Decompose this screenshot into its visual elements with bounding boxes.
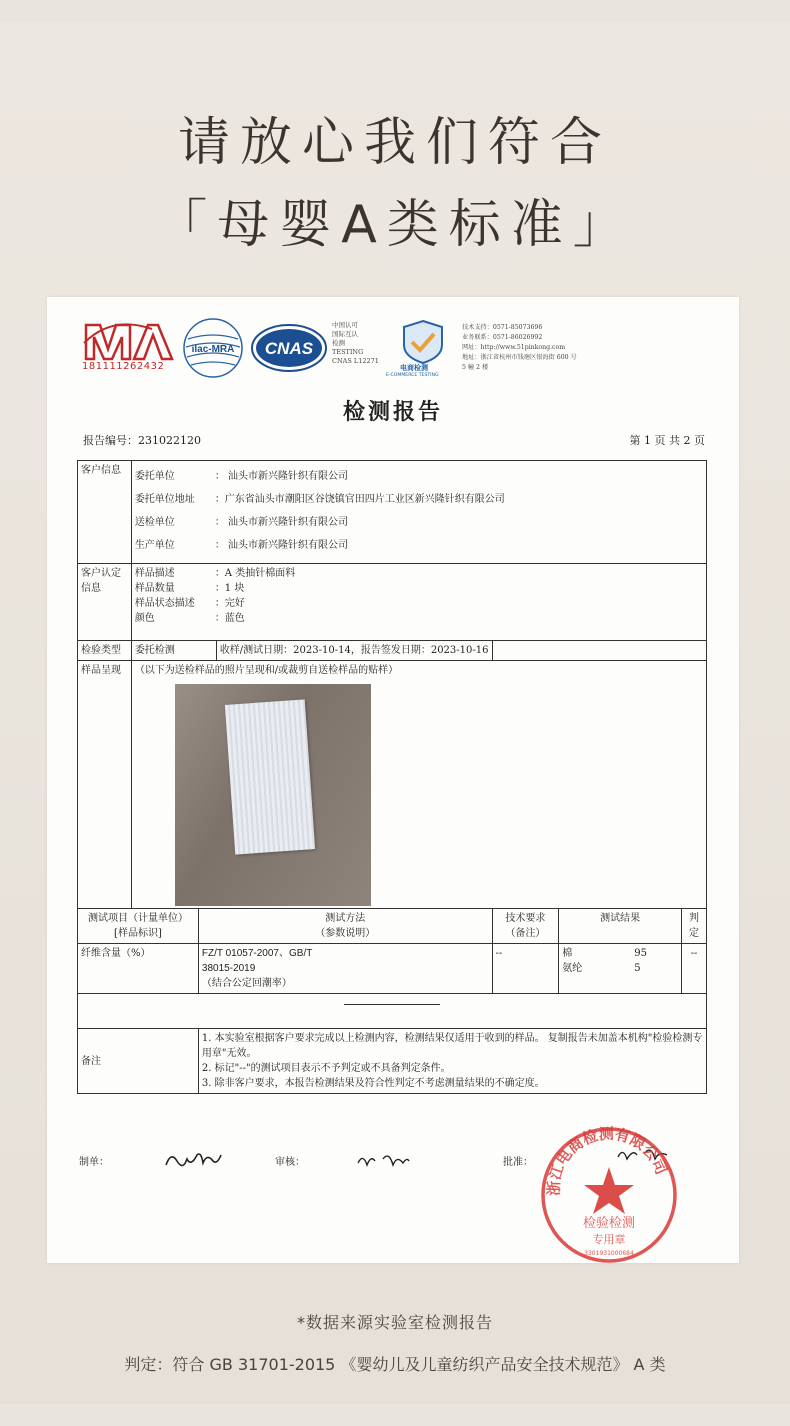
remark-line: 3. 除非客户要求，本报告检测结果及符合性判定不考虑测量结果的不确定度。 — [201, 1078, 545, 1089]
cnas-desc-line: TESTING — [332, 348, 364, 356]
reviewer-signature — [355, 1149, 411, 1171]
seal-number: 3301931000684 — [584, 1250, 634, 1257]
th-requirement-sub: （备注） — [505, 928, 546, 939]
report-number: 报告编号：231022120 — [83, 434, 201, 447]
client-value: ： 汕头市新兴隆针织有限公司 — [214, 471, 348, 482]
maker-label: 制单： — [79, 1157, 109, 1168]
logo-bar — [82, 317, 722, 387]
contact-line: 业务联系：0571-86026992 — [462, 334, 543, 341]
th-method-sub: （参数说明） — [315, 928, 376, 939]
seal-arc-text: 浙江电商检测有限公司 — [544, 1125, 671, 1196]
result-name: 氨纶 — [562, 963, 583, 974]
contact-line: 网址：http://www.51pinkong.com — [462, 344, 566, 351]
inspect-type-value: 委托检测 — [132, 641, 217, 660]
client-key: 委托单位 — [134, 471, 175, 482]
cnas-desc-line: 检测 — [332, 339, 345, 347]
confirm-value: ：蓝色 — [214, 613, 245, 624]
report-table — [77, 460, 707, 1094]
remarks-label: 备注 — [78, 1029, 199, 1094]
remark-line: 1. 本实验室根据客户要求完成以上检测内容，检测结果仅适用于收到的样品。 复制报告未加盖本机构"检验检测专用章"无效。 — [201, 1033, 703, 1059]
row-method-line2: 38015-2019 — [201, 963, 256, 974]
row-judge: -- — [682, 944, 707, 994]
test-dates: 收样/测试日期：2023-10-14，报告签发日期：2023-10-16 — [219, 645, 489, 656]
sample-photo — [175, 684, 371, 906]
client-row — [135, 534, 703, 557]
report-title: 检测报告 — [342, 399, 443, 425]
sample-row — [78, 661, 707, 909]
confirm-key: 样品数量 — [134, 583, 175, 594]
confirm-row — [135, 581, 703, 596]
headline-line2: 「母婴A类标准」 — [155, 195, 635, 255]
client-info-label: 客户信息 — [78, 461, 132, 564]
confirm-info-label: 客户认定信息 — [78, 564, 132, 641]
confirm-key: 样品描述 — [134, 568, 175, 579]
footer-judgement: 判定：符合 GB 31701-2015 《婴幼儿及儿童纺织产品安全技术规范》 A 类 — [124, 1355, 666, 1374]
seal-center-line2: 专用章 — [592, 1233, 626, 1246]
confirm-value: ：完好 — [214, 598, 245, 609]
remark-line: 2. 标记"--"的测试项目表示不予判定或不具备判定条件。 — [201, 1063, 451, 1074]
result-name: 棉 — [562, 948, 573, 959]
result-row — [562, 946, 678, 961]
client-key: 委托单位地址 — [134, 494, 195, 505]
footer-source: *数据来源实验室检测报告 — [296, 1313, 493, 1332]
confirm-row — [135, 611, 703, 626]
lab-contact-info — [462, 323, 577, 373]
row-requirement: -- — [492, 944, 559, 994]
result-value: 5 — [634, 963, 641, 974]
row-method-line3: （结合公定回潮率） — [201, 978, 292, 989]
cnas-desc-line: 国际互认 — [332, 330, 358, 338]
th-item: 测试项目（计量单位） — [87, 913, 188, 924]
cnas-text: CNAS — [264, 339, 314, 358]
ilac-text: ilac-MRA — [191, 344, 235, 355]
result-value: 95 — [634, 948, 647, 959]
confirm-info-row — [78, 564, 707, 641]
official-seal-stamp — [539, 1125, 679, 1265]
client-row — [135, 465, 703, 488]
confirm-key: 颜色 — [134, 613, 155, 624]
inspect-type-label: 检验类型 — [78, 641, 132, 661]
test-data-row — [78, 944, 707, 994]
th-requirement: 技术要求 — [505, 913, 546, 924]
client-info-row — [78, 461, 707, 564]
maker-signature — [163, 1147, 223, 1173]
page-info: 第 1 页 共 2 页 — [629, 434, 705, 447]
cma-number: 181111262432 — [82, 361, 165, 372]
approver-label: 批准： — [503, 1157, 533, 1168]
th-result: 测试结果 — [559, 909, 682, 944]
sample-label: 样品呈现 — [78, 661, 132, 909]
seal-center-line1: 检验检测 — [582, 1216, 636, 1231]
cnas-desc-line: 中国认可 — [332, 321, 358, 329]
th-item-sub: [样品标识] — [114, 928, 162, 939]
client-value: ：广东省汕头市潮阳区谷饶镇官田四片工业区新兴隆针织有限公司 — [214, 494, 505, 505]
confirm-row — [135, 566, 703, 581]
cnas-desc-line: CNAS L12271 — [332, 357, 379, 365]
cnas-logo — [250, 323, 328, 373]
separator-row — [78, 994, 707, 1029]
confirm-value: ：A 类抽针棉面料 — [214, 568, 296, 579]
confirm-key: 样品状态描述 — [134, 598, 195, 609]
client-key: 送检单位 — [134, 517, 175, 528]
row-item: 纤维含量（%） — [78, 944, 199, 994]
test-header-row — [78, 909, 707, 944]
client-row — [135, 488, 703, 511]
contact-line: 地址：浙江省杭州市钱塘区银海街 600 号 — [462, 354, 577, 361]
client-row — [135, 511, 703, 534]
cnas-description — [332, 321, 379, 366]
headline-line1: 请放心我们符合 — [177, 113, 612, 173]
th-judge: 判定 — [682, 909, 707, 944]
inspect-type-row — [78, 641, 707, 661]
client-key: 生产单位 — [134, 540, 175, 551]
result-row — [562, 961, 678, 976]
th-method: 测试方法 — [325, 913, 366, 924]
row-method-line1: FZ/T 01057-2007、GB/T — [201, 948, 313, 959]
remarks-row — [78, 1029, 707, 1094]
report-paper — [47, 297, 739, 1263]
ecommerce-testing-en: E-COMMERCE TESTING — [386, 373, 439, 378]
ilac-mra-logo — [182, 317, 244, 379]
contact-line: 技术支持：0571-85073696 — [462, 324, 543, 331]
confirm-value: ：1 块 — [214, 583, 245, 594]
contact-line: 5 幢 2 楼 — [462, 364, 489, 371]
separator-line — [344, 1004, 440, 1005]
sample-note: （以下为送检样品的照片呈现和/或裁剪自送检样品的贴样） — [134, 665, 399, 676]
ecommerce-testing-label: 电商检测 — [400, 364, 428, 372]
client-value: ： 汕头市新兴隆针织有限公司 — [214, 540, 348, 551]
confirm-row — [135, 596, 703, 611]
fabric-sample-image — [225, 699, 315, 854]
reviewer-label: 审核： — [275, 1157, 305, 1168]
client-value: ： 汕头市新兴隆针织有限公司 — [214, 517, 348, 528]
